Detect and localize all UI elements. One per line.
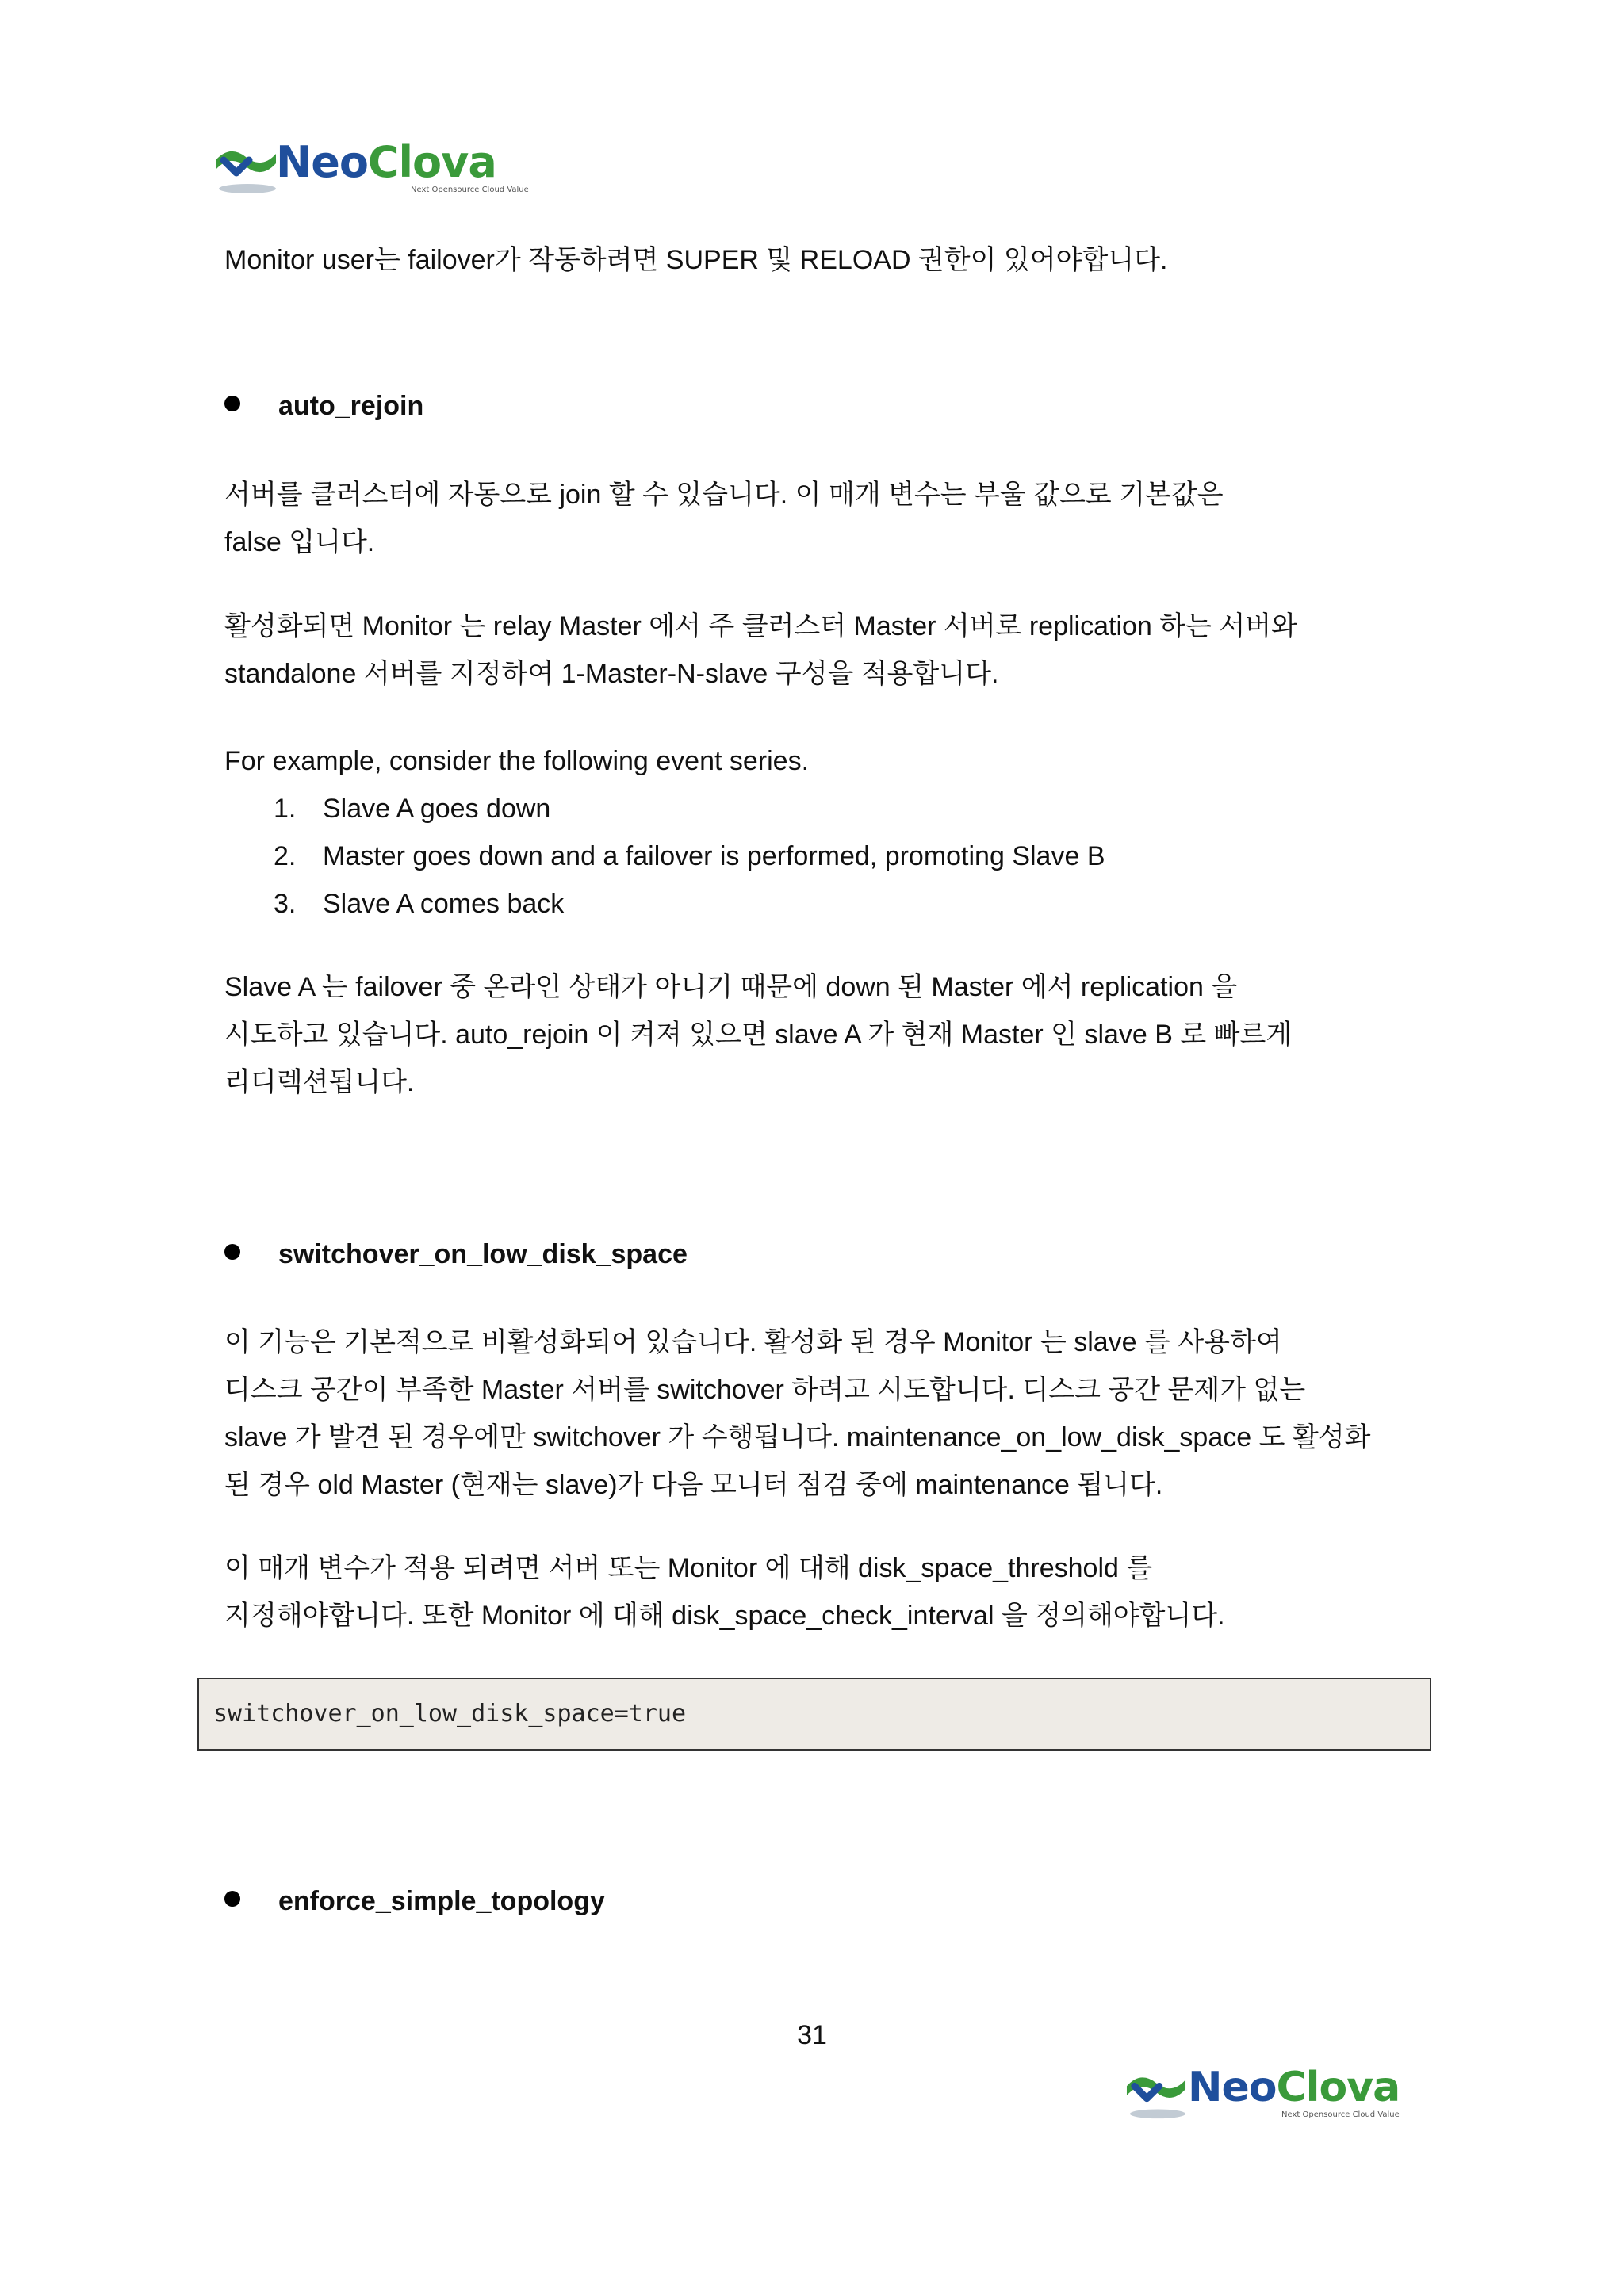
section-heading-auto-rejoin: [224, 382, 423, 430]
text-line: slave 가 발견 된 경우에만 switchover 가 수행됩니다. maintenance_on_low_disk_space 도 활성화: [224, 1422, 1371, 1452]
text-line: 이 매개 변수가 적용 되려면 서버 또는 Monitor 에 대해 disk_space_threshold 를: [224, 1553, 1153, 1583]
list-text: Master goes down and a failover is performed, promoting Slave B: [323, 841, 1105, 871]
text-line: 활성화되면 Monitor 는 relay Master 에서 주 클러스터 Master 서버로 replication 하는 서버와: [224, 611, 1297, 641]
text-line: 된 경우 old Master (현재는 slave)가 다음 모니터 점검 중에 maintenance 됩니다.: [224, 1470, 1163, 1500]
switchover-paragraph-2: [224, 1544, 1430, 1640]
switchover-paragraph-1: [224, 1318, 1430, 1509]
logo-wordmark: [276, 137, 496, 187]
text-line: 지정해야합니다. 또한 Monitor 에 대해 disk_space_check_interval 을 정의해야합니다.: [224, 1601, 1225, 1631]
neoclova-logo-icon: [213, 136, 279, 198]
list-text: Slave A goes down: [323, 794, 551, 824]
example-intro: For example, consider the following event series.: [224, 746, 810, 776]
text-line: 리디렉션됩니다.: [224, 1067, 415, 1097]
logo-neo-text: Neo: [1188, 2064, 1277, 2111]
event-list: [274, 785, 1105, 928]
list-number: 3.: [274, 889, 297, 919]
text-line: standalone 서버를 지정하여 1-Master-N-slave 구성을 적용합니다.: [224, 659, 999, 689]
list-number: 2.: [274, 841, 297, 871]
text-line: 이 기능은 기본적으로 비활성화되어 있습니다. 활성화 된 경우 Monitor 는 slave 를 사용하여: [224, 1327, 1282, 1357]
code-block: switchover_on_low_disk_space=true: [197, 1678, 1431, 1751]
text-line: 디스크 공간이 부족한 Master 서버를 switchover 하려고 시도합니다. 디스크 공간 문제가 없는: [224, 1375, 1306, 1405]
logo-clova-text: Clova: [367, 137, 496, 187]
bullet-icon: [224, 1244, 240, 1260]
heading-text: auto_rejoin: [278, 391, 424, 421]
logo-neo-text: Neo: [276, 137, 368, 187]
section-heading-enforce-simple-topology: [224, 1877, 605, 1925]
logo-tagline: Next Opensource Cloud Value: [411, 186, 529, 194]
intro-paragraph: Monitor user는 failover가 작동하려면 SUPER 및 RELOAD 권한이 있어야합니다.: [224, 245, 1168, 275]
logo-clova-text: Clova: [1276, 2064, 1400, 2111]
header-logo: [213, 136, 529, 198]
auto-rejoin-paragraph-3: [224, 963, 1430, 1106]
bullet-icon: [224, 396, 240, 411]
list-number: 1.: [274, 794, 297, 824]
heading-text: switchover_on_low_disk_space: [278, 1239, 688, 1269]
auto-rejoin-paragraph-1: [224, 471, 1430, 566]
bullet-icon: [224, 1891, 240, 1907]
footer-logo: [1123, 2063, 1408, 2123]
logo-wordmark: [1188, 2064, 1400, 2111]
text-line: 시도하고 있습니다. auto_rejoin 이 켜져 있으면 slave A 가 현재 Master 인 slave B 로 빠르게: [224, 1020, 1293, 1050]
auto-rejoin-paragraph-2: [224, 603, 1430, 698]
list-item: [274, 785, 1105, 832]
text-line: 서버를 클러스터에 자동으로 join 할 수 있습니다. 이 매개 변수는 부울 값으로 기본값은: [224, 480, 1224, 510]
section-heading-switchover: [224, 1230, 688, 1278]
logo-tagline: Next Opensource Cloud Value: [1281, 2110, 1400, 2119]
list-text: Slave A comes back: [323, 889, 565, 919]
page-number: 31: [797, 2020, 827, 2050]
heading-text: enforce_simple_topology: [278, 1886, 605, 1916]
neoclova-logo-icon: [1123, 2063, 1189, 2123]
list-item: [274, 880, 1105, 928]
text-line: Slave A 는 failover 중 온라인 상태가 아니기 때문에 down 된 Master 에서 replication 을: [224, 972, 1238, 1002]
text-line: false 입니다.: [224, 527, 375, 557]
list-item: [274, 832, 1105, 880]
